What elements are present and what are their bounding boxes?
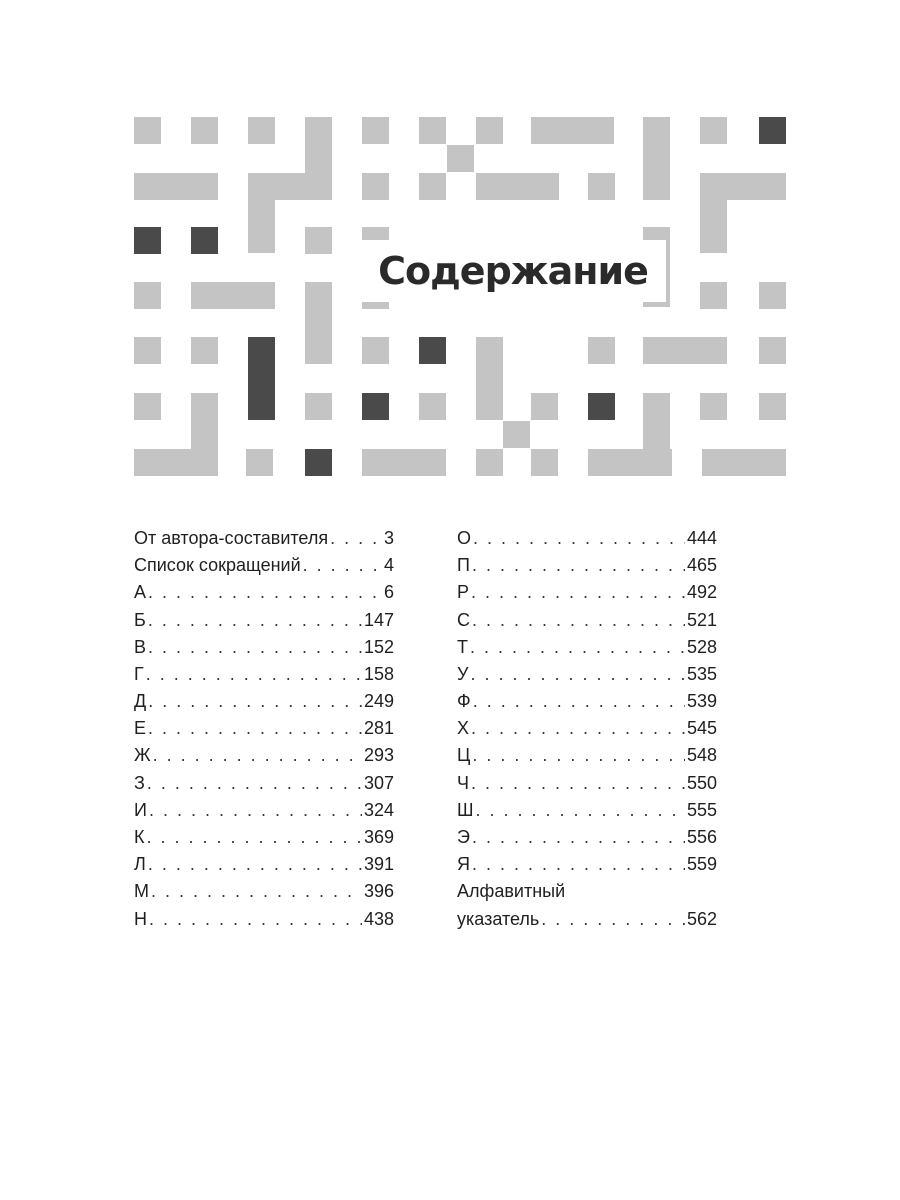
pattern-tile — [588, 173, 615, 200]
pattern-tile — [588, 449, 672, 476]
toc-entry[interactable] — [134, 688, 394, 715]
dot-leader — [473, 688, 685, 715]
pattern-tile — [191, 337, 218, 364]
toc-page-number: 6 — [383, 582, 394, 603]
toc-entry[interactable] — [134, 579, 394, 606]
toc-left-column — [134, 525, 394, 933]
toc-entry[interactable] — [457, 906, 717, 933]
toc-entry-label: Э — [457, 827, 470, 848]
pattern-tile-dark — [362, 393, 389, 420]
pattern-tile — [248, 117, 275, 144]
dot-leader — [470, 661, 685, 688]
pattern-tile — [531, 449, 558, 476]
toc-entry-label: Ж — [134, 745, 151, 766]
toc-entry[interactable] — [457, 607, 717, 634]
pattern-tile — [419, 393, 446, 420]
pattern-tile — [643, 117, 670, 200]
toc-entry[interactable] — [457, 743, 717, 770]
toc-entry[interactable] — [457, 797, 717, 824]
toc-page-number: 4 — [383, 555, 394, 576]
dot-leader — [473, 525, 685, 552]
pattern-tile — [419, 117, 446, 144]
dot-leader — [148, 715, 362, 742]
dot-leader — [149, 906, 362, 933]
pattern-tile — [759, 282, 786, 309]
toc-page-number: 444 — [686, 527, 717, 548]
toc-entry[interactable] — [457, 552, 717, 579]
pattern-tile — [700, 117, 727, 144]
toc-page-number: 555 — [686, 799, 717, 820]
toc-entry[interactable] — [134, 525, 394, 552]
toc-entry-label: Т — [457, 636, 468, 657]
toc-page-number: 3 — [383, 527, 394, 548]
dot-leader — [148, 634, 362, 661]
toc-page-number: 307 — [363, 772, 394, 793]
dot-leader — [471, 715, 685, 742]
toc-page-number: 539 — [686, 691, 717, 712]
pattern-tile — [476, 117, 503, 144]
pattern-tile — [531, 117, 614, 144]
toc-entry[interactable] — [457, 634, 717, 661]
toc-entry-label: Х — [457, 718, 470, 739]
pattern-tile — [759, 393, 786, 420]
pattern-tile — [476, 337, 503, 420]
toc-entry-label: Н — [134, 908, 147, 929]
toc-entry-label: Л — [134, 854, 146, 875]
pattern-tile — [700, 393, 727, 420]
toc-entry-label: У — [457, 663, 469, 684]
pattern-tile — [759, 337, 786, 364]
toc-entry-label: Ч — [457, 772, 469, 793]
pattern-tile — [305, 393, 332, 420]
pattern-tile — [700, 282, 727, 309]
toc-entry-label: Список сокращений — [134, 555, 301, 576]
toc-entry-label: Р — [457, 582, 470, 603]
toc-page-number: 465 — [686, 555, 717, 576]
toc-page-number: 369 — [363, 827, 394, 848]
dot-leader — [147, 770, 362, 797]
dot-leader — [472, 824, 685, 851]
pattern-tile — [588, 337, 615, 364]
pattern-tile — [476, 173, 559, 200]
toc-page-number: 548 — [686, 745, 717, 766]
pattern-tile — [531, 393, 558, 420]
pattern-tile — [447, 145, 474, 172]
pattern-tile — [134, 393, 161, 420]
toc-entry[interactable] — [134, 906, 394, 933]
page-title: Содержание — [360, 240, 666, 302]
pattern-tile-dark — [759, 117, 786, 144]
toc-entry[interactable] — [134, 661, 394, 688]
pattern-tile — [643, 337, 727, 364]
toc-entry-label: От автора-составителя — [134, 527, 329, 548]
pattern-tile — [476, 449, 503, 476]
toc-entry[interactable] — [457, 770, 717, 797]
toc-page-number: 293 — [363, 745, 394, 766]
toc-entry[interactable] — [134, 607, 394, 634]
toc-entry-label: А — [134, 582, 147, 603]
toc-entry[interactable] — [457, 715, 717, 742]
pattern-tile-dark — [588, 393, 615, 420]
pattern-tile — [134, 117, 161, 144]
dot-leader — [541, 906, 685, 933]
toc-page-number: 438 — [363, 908, 394, 929]
pattern-tile-dark — [248, 337, 275, 420]
toc-entry-label: С — [457, 609, 470, 630]
toc-page-number: 152 — [363, 636, 394, 657]
toc-entry[interactable] — [457, 579, 717, 606]
toc-entry-label: Ц — [457, 745, 471, 766]
pattern-tile-dark — [419, 337, 446, 364]
toc-right-column — [457, 525, 717, 933]
toc-entry-label: Ф — [457, 691, 471, 712]
toc-entry-label: И — [134, 799, 147, 820]
dot-leader — [147, 824, 362, 851]
toc-entry[interactable] — [134, 797, 394, 824]
toc-entry-label: К — [134, 827, 145, 848]
toc-entry-label: Ш — [457, 799, 474, 820]
pattern-tile-dark — [191, 227, 218, 254]
toc-entry[interactable] — [134, 851, 394, 878]
toc-page-number: 391 — [363, 854, 394, 875]
dot-leader — [153, 742, 362, 769]
pattern-tile-dark — [305, 449, 332, 476]
pattern-tile — [503, 421, 530, 448]
dot-leader — [330, 525, 382, 552]
pattern-tile — [305, 227, 332, 254]
toc-entry-label: П — [457, 555, 470, 576]
toc-page-number: 249 — [363, 691, 394, 712]
toc-entry-label: Г — [134, 663, 144, 684]
pattern-tile — [702, 449, 786, 476]
toc-entry[interactable] — [134, 743, 394, 770]
dot-leader — [148, 851, 362, 878]
toc-entry[interactable] — [457, 851, 717, 878]
toc-page-number: 528 — [686, 636, 717, 657]
toc-entry[interactable] — [134, 770, 394, 797]
toc-page-number: 521 — [686, 609, 717, 630]
pattern-tile — [134, 337, 161, 364]
dot-leader — [472, 851, 685, 878]
toc-page-number: 535 — [686, 663, 717, 684]
pattern-tile — [191, 117, 218, 144]
toc-entry[interactable] — [134, 552, 394, 579]
dot-leader — [472, 742, 685, 769]
toc-entry[interactable] — [134, 634, 394, 661]
pattern-tile — [362, 337, 389, 364]
dot-leader — [471, 579, 685, 606]
pattern-tile — [362, 173, 389, 200]
pattern-tile — [191, 282, 275, 309]
dot-leader — [148, 579, 382, 606]
dot-leader — [470, 634, 685, 661]
dot-leader — [146, 661, 362, 688]
toc-entry[interactable] — [457, 824, 717, 851]
pattern-tile — [362, 117, 389, 144]
pattern-tile — [134, 449, 218, 476]
toc-page-number: 545 — [686, 718, 717, 739]
pattern-tile — [419, 173, 446, 200]
toc-entry-label: Е — [134, 718, 147, 739]
dot-leader — [303, 552, 382, 579]
toc-entry-label: указатель — [457, 908, 540, 929]
dot-leader — [472, 552, 685, 579]
toc-entry-label: О — [457, 527, 472, 548]
toc-entry-label: Я — [457, 854, 470, 875]
dot-leader — [148, 607, 362, 634]
toc-entry-index-label-line1[interactable]: Алфавитный — [457, 881, 566, 902]
pattern-tile — [134, 173, 218, 200]
pattern-tile — [248, 173, 275, 253]
toc-page-number: 324 — [363, 799, 394, 820]
toc-entry[interactable] — [457, 661, 717, 688]
toc-page-number: 147 — [363, 609, 394, 630]
pattern-tile — [700, 173, 727, 253]
toc-page-number: 396 — [363, 881, 394, 902]
toc-entry-label: М — [134, 881, 149, 902]
pattern-tile — [362, 449, 446, 476]
toc-entry[interactable] — [134, 715, 394, 742]
pattern-tile — [246, 449, 273, 476]
toc-page-number: 559 — [686, 854, 717, 875]
toc-page-number: 556 — [686, 827, 717, 848]
toc-entry[interactable] — [134, 878, 394, 905]
toc-entry-label: З — [134, 772, 145, 793]
toc-page-number: 562 — [686, 908, 717, 929]
pattern-tile-dark — [134, 227, 161, 254]
dot-leader — [476, 797, 685, 824]
toc-page-number: 550 — [686, 772, 717, 793]
dot-leader — [472, 607, 685, 634]
dot-leader — [151, 878, 362, 905]
toc-entry[interactable] — [457, 525, 717, 552]
dot-leader — [149, 797, 362, 824]
dot-leader — [148, 688, 362, 715]
toc-page-number: 281 — [363, 718, 394, 739]
toc-entry[interactable] — [134, 824, 394, 851]
toc-page-number: 492 — [686, 582, 717, 603]
dot-leader — [471, 770, 685, 797]
toc-entry-label: Б — [134, 609, 146, 630]
toc-entry-label: В — [134, 636, 147, 657]
pattern-tile — [134, 282, 161, 309]
toc-entry[interactable] — [457, 688, 717, 715]
pattern-tile — [305, 282, 332, 364]
toc-entry-label: Д — [134, 691, 147, 712]
toc-page-number: 158 — [363, 663, 394, 684]
